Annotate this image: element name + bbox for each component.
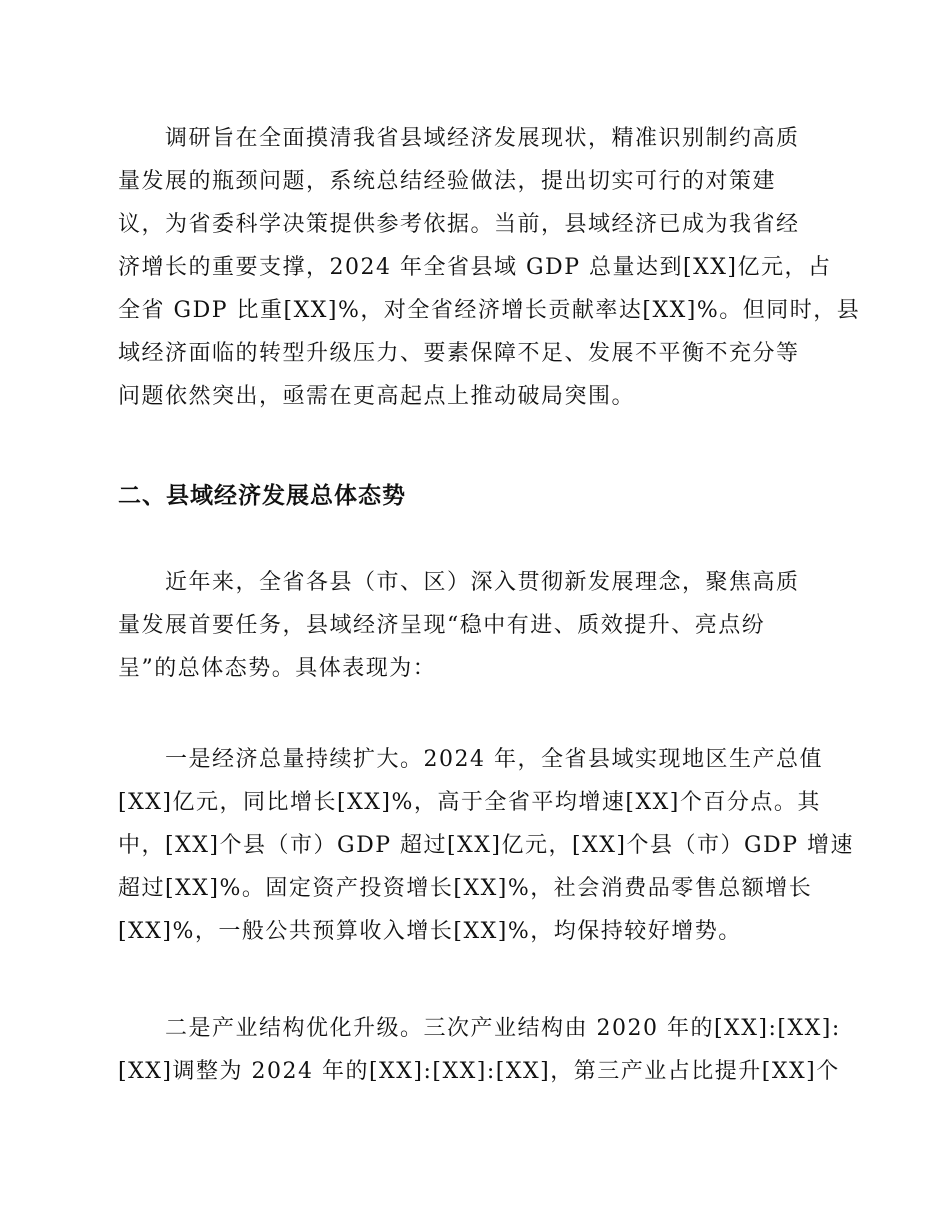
economic-scale-paragraph	[118, 738, 854, 953]
text-line: 呈”的总体态势。具体表现为：	[118, 656, 437, 681]
overview-paragraph	[118, 561, 838, 690]
text-line: 济增长的重要支撑，2024 年全省县域 GDP 总量达到[XX]亿元，占	[118, 255, 832, 280]
text-line: 中，[XX]个县（市）GDP 超过[XX]亿元，[XX]个县（市）GDP 增速	[118, 833, 854, 858]
text-line: 超过[XX]%。固定资产投资增长[XX]%，社会消费品零售总额增长	[118, 876, 813, 901]
industry-structure-paragraph	[118, 1007, 841, 1093]
text-line: 域经济面临的转型升级压力、要素保障不足、发展不平衡不充分等	[118, 341, 800, 366]
text-line: [XX]调整为 2024 年的[XX]:[XX]:[XX]，第三产业占比提升[XX]个	[118, 1059, 840, 1084]
text-line: 全省 GDP 比重[XX]%，对全省经济增长贡献率达[XX]%。但同时，县	[118, 298, 861, 323]
text-line: 议，为省委科学决策提供参考依据。当前，县域经济已成为我省经	[118, 212, 800, 237]
section-heading: 二、县域经济发展总体态势	[118, 483, 406, 509]
intro-paragraph	[118, 117, 861, 418]
text-line: 调研旨在全面摸清我省县域经济发展现状，精准识别制约高质	[118, 126, 800, 151]
text-line: 问题依然突出，亟需在更高起点上推动破局突围。	[118, 384, 636, 409]
text-line: 量发展首要任务，县域经济呈现“稳中有进、质效提升、亮点纷	[118, 613, 766, 638]
text-line: 量发展的瓶颈问题，系统总结经验做法，提出切实可行的对策建	[118, 169, 777, 194]
text-line: [XX]%，一般公共预算收入增长[XX]%，均保持较好增势。	[118, 919, 742, 944]
text-line: [XX]亿元，同比增长[XX]%，高于全省平均增速[XX]个百分点。其	[118, 790, 821, 815]
text-line: 一是经济总量持续扩大。2024 年，全省县域实现地区生产总值	[118, 747, 823, 772]
text-line: 二是产业结构优化升级。三次产业结构由 2020 年的[XX]:[XX]:	[118, 1016, 841, 1041]
text-line: 近年来，全省各县（市、区）深入贯彻新发展理念，聚焦高质	[118, 570, 800, 595]
